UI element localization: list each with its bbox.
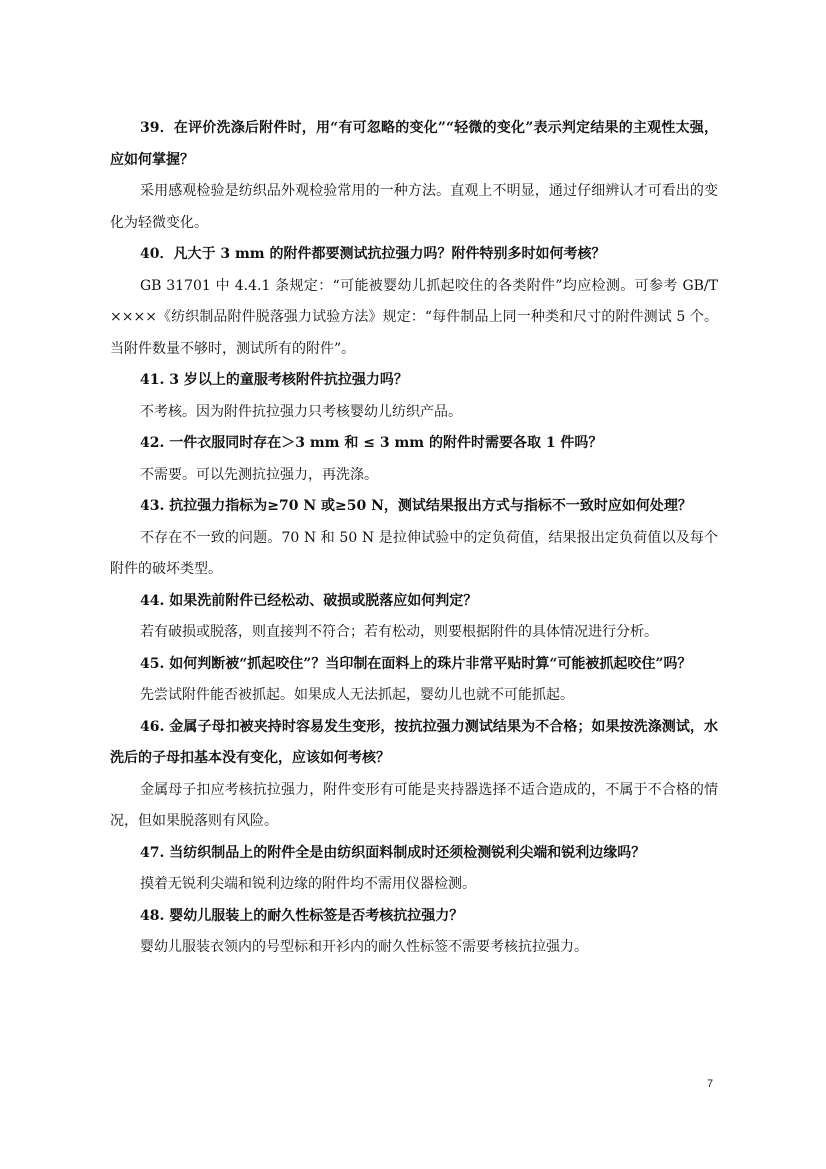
question-42: 42. 一件衣服同时存在＞3 mm 和 ≤ 3 mm 的附件时需要各取 1 件吗？ [140, 435, 603, 451]
answer-43: 不存在不一致的问题。70 N 和 50 N 是拉伸试验中的定负荷值，结果报出定负荷值以及每个附件的破坏类型。 [110, 529, 718, 577]
question-39: 39．在评价洗涤后附件时，用“有可忽略的变化”“轻微的变化”表示判定结果的主观性太强，应如何掌握？ [110, 120, 718, 168]
answer-46: 金属母子扣应考核抗拉强力，附件变形有可能是夹持器选择不适合造成的，不属于不合格的情况，但如果脱落则有风险。 [110, 781, 718, 829]
answer-47: 摸着无锐利尖端和锐利边缘的附件均不需用仪器检测。 [140, 876, 476, 892]
qa-item-41 [110, 365, 718, 428]
question-47: 47. 当纺织制品上的附件全是由纺织面料制成时还须检测锐利尖端和锐利边缘吗？ [140, 844, 646, 861]
qa-item-46 [110, 712, 718, 838]
question-44: 44. 如果洗前附件已经松动、破损或脱落应如何判定？ [140, 592, 478, 609]
question-45: 45. 如何判断被“抓起咬住”？当印制在面料上的珠片非常平贴时算“可能被抓起咬住”吗？ [140, 655, 692, 672]
qa-item-45 [110, 649, 718, 712]
qa-item-43 [110, 491, 718, 586]
qa-list [110, 113, 718, 964]
answer-40: GB 31701 中 4.4.1 条规定：“可能被婴幼儿抓起咬住的各类附件”均应检测。可参考 GB/T ××××《纺织制品附件脱落强力试验方法》规定：“每件制品上同一种类和尺寸的附件测试 5 个。当附件数量不够时，测试所有的附件”。 [110, 277, 718, 357]
qa-item-48 [110, 901, 718, 964]
question-41: 41. 3 岁以上的童服考核附件抗拉强力吗？ [140, 372, 408, 388]
answer-41: 不考核。因为附件抗拉强力只考核婴幼儿纺织产品。 [140, 403, 462, 420]
question-48: 48. 婴幼儿服装上的耐久性标签是否考核抗拉强力？ [140, 907, 464, 924]
qa-item-42 [110, 428, 718, 491]
answer-42: 不需要。可以先测抗拉强力，再洗涤。 [140, 466, 378, 483]
answer-39: 采用感观检验是纺织品外观检验常用的一种方法。直观上不明显，通过仔细辨认才可看出的变化为轻微变化。 [110, 183, 718, 231]
answer-48: 婴幼儿服装衣领内的号型标和开衫内的耐久性标签不需要考核抗拉强力。 [140, 939, 588, 955]
question-43: 43. 抗拉强力指标为≥70 N 或≥50 N，测试结果报出方式与指标不一致时应如何处理？ [140, 498, 692, 514]
answer-45: 先尝试附件能否被抓起。如果成人无法抓起，婴幼儿也就不可能抓起。 [140, 687, 574, 703]
page-number: 7 [707, 1078, 714, 1090]
qa-item-39 [110, 113, 718, 239]
question-40: 40．凡大于 3 mm 的附件都要测试抗拉强力吗？附件特别多时如何考核？ [140, 246, 606, 262]
qa-item-47 [110, 838, 718, 901]
question-46: 46. 金属子母扣被夹持时容易发生变形，按抗拉强力测试结果为不合格；如果按洗涤测试，水洗后的子母扣基本没有变化，应该如何考核？ [110, 718, 718, 766]
qa-item-44 [110, 586, 718, 649]
answer-44: 若有破损或脱落，则直接判不符合；若有松动，则要根据附件的具体情况进行分析。 [140, 624, 658, 640]
qa-item-40 [110, 239, 718, 365]
